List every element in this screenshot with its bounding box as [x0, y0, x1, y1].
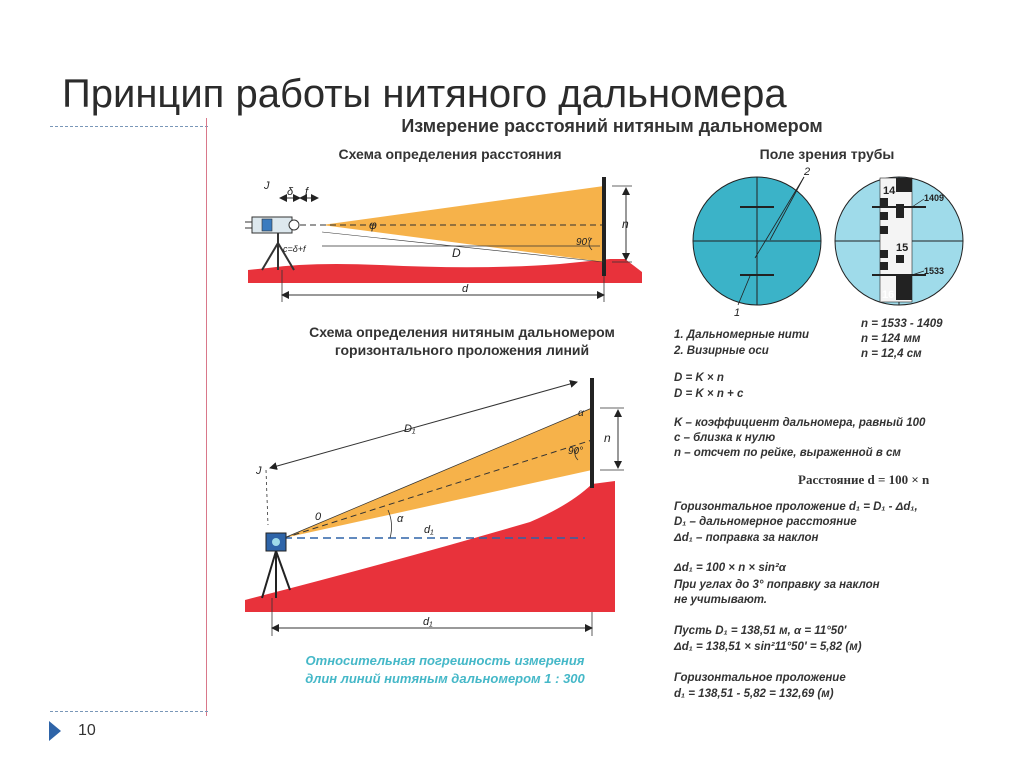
label-c: c=δ+f — [283, 244, 306, 254]
theodolite-icon-2 — [262, 533, 290, 598]
label-d1-bottom: d₁ — [423, 616, 433, 628]
rod-mark-16: 16 — [882, 289, 895, 301]
horizontal-line-3: Δd₁ – поправка за наклон — [674, 532, 819, 544]
label-J-1: J — [264, 180, 270, 192]
field-label-1: 1 — [734, 307, 741, 319]
reading-line-2: n = 124 мм — [861, 333, 921, 345]
label-J-2: J — [256, 465, 262, 477]
definition-1: K – коэффициент дальномера, равный 100 — [674, 417, 926, 429]
legend-line-2: 2. Визирные оси — [674, 345, 769, 357]
slide-title: Принцип работы нитяного дальномера — [62, 72, 787, 116]
field-label-2: 2 — [804, 166, 811, 178]
label-zero: 0 — [315, 511, 322, 523]
label-alpha-top: α — [578, 408, 584, 419]
error-note-line2: длин линий нитяным дальномером 1 : 300 — [305, 671, 585, 686]
field-title: Поле зрения трубы — [759, 146, 895, 162]
reading-line-1: n = 1533 - 1409 — [861, 318, 943, 330]
label-alpha: α — [397, 513, 404, 525]
figure-heading: Измерение расстояний нитяным дальномером — [401, 116, 823, 136]
scheme2-title-line1: Схема определения нитяным дальномером — [309, 324, 615, 340]
label-d1: d₁ — [424, 524, 434, 536]
reading-line-3: n = 12,4 см — [861, 348, 922, 360]
result-line-2: d₁ = 138,51 - 5,82 = 132,69 (м) — [674, 688, 834, 700]
label-90-2: 90° — [568, 446, 584, 457]
correction-line-3: не учитывают. — [674, 594, 767, 606]
label-phi: φ — [369, 218, 377, 232]
rod-mark-14: 14 — [883, 185, 896, 197]
scheme2-title-line2: горизонтального проложения линий — [334, 342, 590, 358]
formula-1: D = K × n — [674, 372, 724, 384]
label-d: d — [462, 283, 469, 295]
reading-top: 1409 — [924, 193, 945, 203]
example-line-1: Пусть D₁ = 138,51 м, α = 11°50′ — [674, 625, 847, 637]
sight-beam-1 — [322, 186, 604, 262]
result-line-1: Горизонтальное проложение — [674, 672, 846, 684]
formula-2: D = K × n + c — [674, 388, 744, 400]
label-delta: δ — [287, 186, 294, 198]
definition-2: c – близка к нулю — [674, 432, 776, 444]
correction-line-1: Δd₁ = 100 × n × sin²α — [674, 562, 786, 574]
horizontal-line-1: Горизонтальное проложение d₁ = D₁ - Δd₁, — [674, 501, 918, 513]
scheme2-diagram — [245, 378, 624, 636]
horizontal-line-2: D₁ – дальномерное расстояние — [674, 516, 857, 528]
example-line-2: Δd₁ = 138,51 × sin²11°50′ = 5,82 (м) — [674, 641, 862, 653]
ground-terrain-1 — [248, 259, 642, 283]
legend-line-1: 1. Дальномерные нити — [674, 329, 810, 341]
distance-formula: Расстояние d = 100 × n — [798, 472, 930, 487]
page-number: 10 — [78, 722, 96, 739]
rod-mark-15: 15 — [896, 242, 909, 254]
definition-3: n – отсчет по рейке, выраженной в см — [674, 447, 901, 459]
label-n-1: n — [622, 217, 629, 231]
reading-bottom: 1533 — [924, 266, 945, 276]
correction-line-2: При углах до 3° поправку за наклон — [674, 579, 880, 591]
label-f: f — [305, 186, 309, 198]
error-note-line1: Относительная погрешность измерения — [305, 653, 585, 668]
field-of-view-left — [693, 177, 821, 305]
scheme1-title: Схема определения расстояния — [338, 146, 562, 162]
label-n-2: n — [604, 431, 611, 445]
label-D: D — [452, 246, 461, 260]
label-90-1: 90° — [576, 237, 592, 248]
label-D1: D₁ — [404, 423, 416, 435]
